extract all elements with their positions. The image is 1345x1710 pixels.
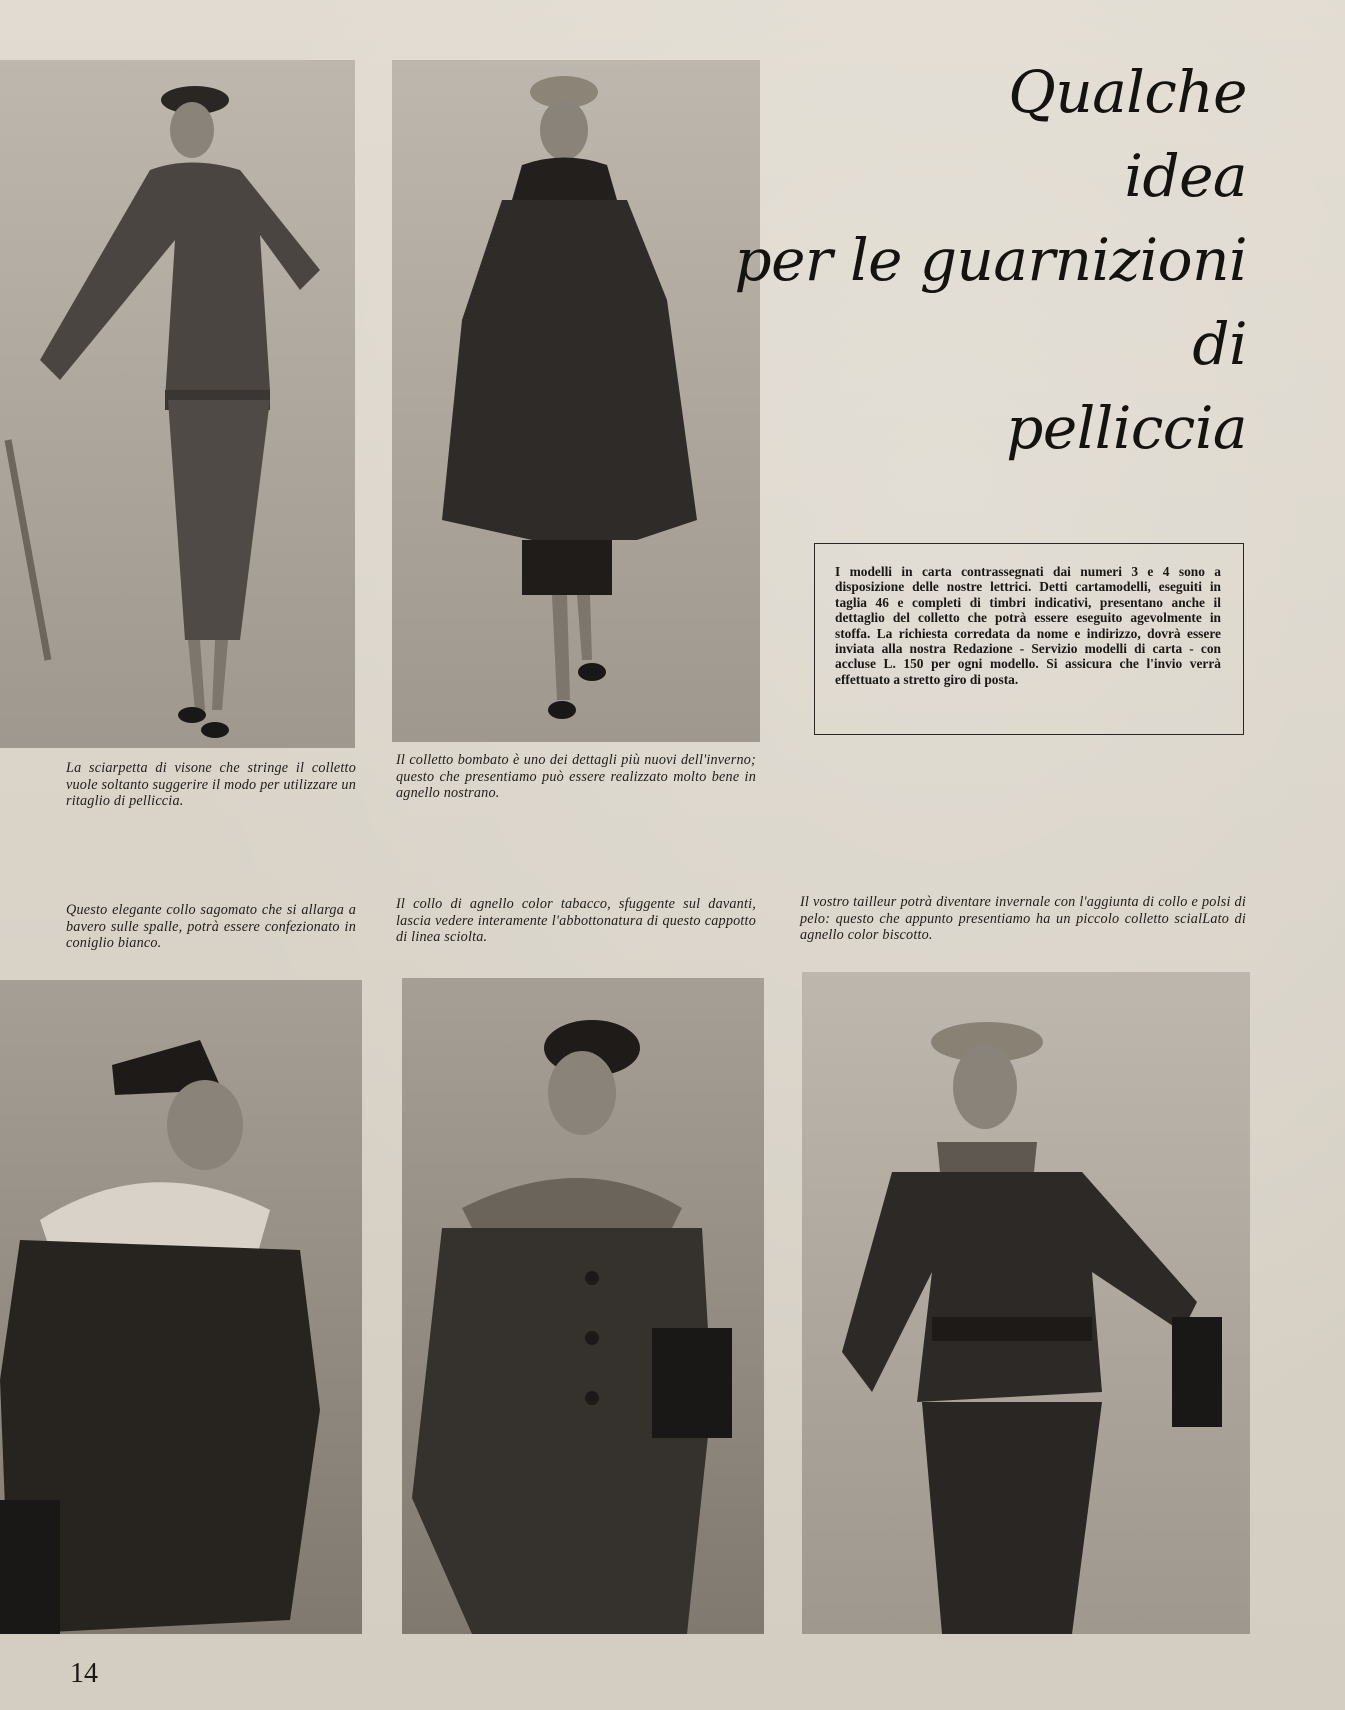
photo-fur-trim-tailleur — [802, 972, 1250, 1634]
figure-fur-trim-tailleur — [802, 972, 1250, 1634]
caption-white-collar-text: Questo elegante collo sagomato che si allarga a bavero sulle spalle, potrà essere confezionato in coniglio bianco. — [66, 902, 356, 952]
figure-tobacco-collar-coat — [402, 978, 764, 1634]
page-number: 14 — [70, 1658, 98, 1689]
caption-tailleur — [800, 894, 1246, 944]
article-title — [727, 50, 1247, 470]
figure-white-collar-coat — [0, 980, 362, 1634]
photo-white-collar-coat — [0, 980, 362, 1634]
caption-tailleur-text: Il vostro tailleur potrà diventare invernale con l'aggiunta di collo e polsi di pelo: questo che appunto presentiamo ha un piccolo colletto scialLato di agnello color biscotto. — [800, 894, 1246, 944]
photo-swing-coat — [392, 60, 760, 742]
caption-tobacco-collar-text: Il collo di agnello color tabacco, sfuggente sul davanti, lascia vedere interamente l'abbottonatura di questo cappotto di linea sciolta. — [396, 896, 756, 946]
caption-belted-suit — [66, 760, 356, 810]
title-line-4: di — [1192, 310, 1247, 378]
caption-white-collar — [66, 902, 356, 952]
caption-belted-suit-text: La sciarpetta di visone che stringe il colletto vuole soltanto suggerire il modo per utilizzare un ritaglio di pelliccia. — [66, 760, 356, 810]
figure-belted-suit — [0, 60, 355, 748]
pattern-info-text: I modelli in carta contrassegnati dai numeri 3 e 4 sono a disposizione delle nostre lettrici. Detti cartamodelli, eseguiti in taglia 46 e completi di timbri indicativi, presentano anche il dettaglio del colletto che potrà essere eseguito agevolmente in stoffa. La richiesta corredata da nome e indirizzo, dovrà essere inviata alla nostra Redazione - Servizio modelli di carta - con accluse L. 150 per ogni modello. Si assicura che l'invio verrà effettuato a stretto giro di posta. — [835, 564, 1221, 687]
caption-swing-coat — [396, 752, 756, 802]
title-line-5: pelliccia — [1006, 394, 1247, 462]
figure-swing-coat — [392, 60, 760, 742]
photo-tobacco-collar-coat — [402, 978, 764, 1634]
title-line-3: per le guarnizioni — [734, 226, 1247, 294]
caption-swing-coat-text: Il colletto bombato è uno dei dettagli più nuovi dell'inverno; questo che presentiamo può essere realizzato molto bene in agnello nostrano. — [396, 752, 756, 802]
pattern-info-box — [814, 543, 1244, 735]
caption-tobacco-collar — [396, 896, 756, 946]
photo-belted-suit — [0, 60, 355, 748]
title-line-1: Qualche — [1008, 58, 1247, 126]
title-line-2: idea — [1124, 142, 1247, 210]
